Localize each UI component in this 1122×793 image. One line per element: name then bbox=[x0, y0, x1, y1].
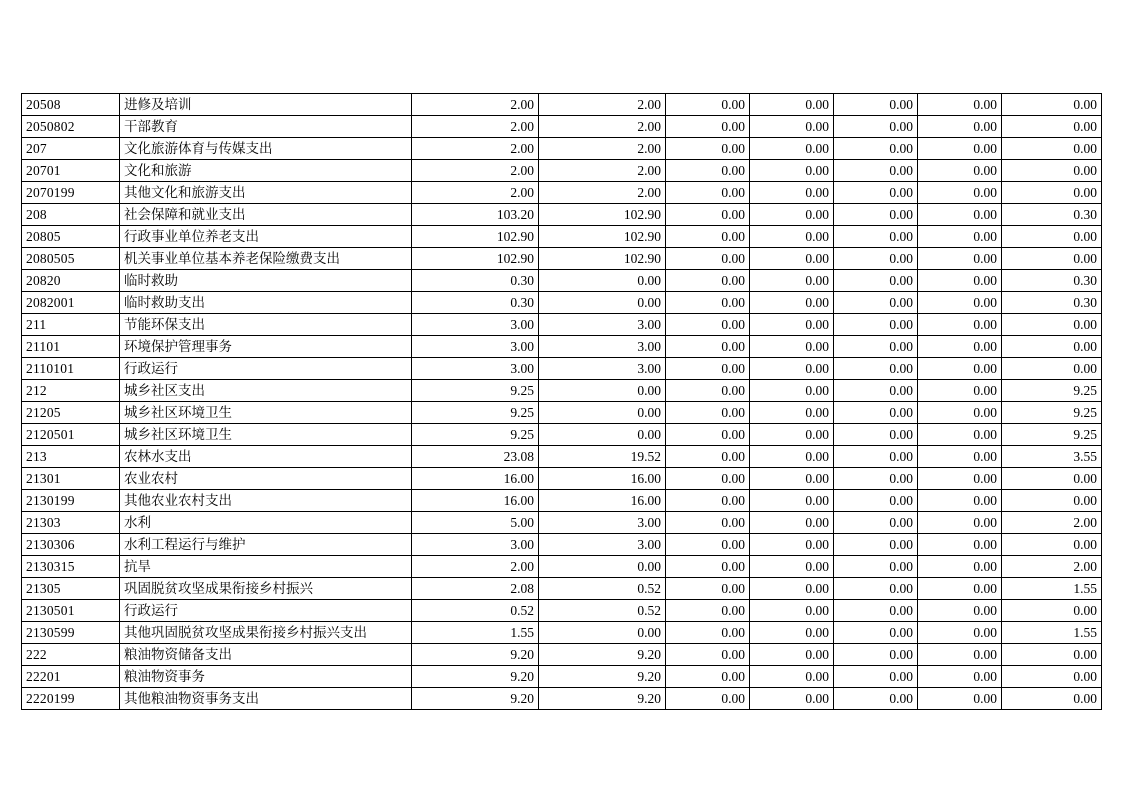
cell-v4: 0.00 bbox=[750, 336, 834, 358]
cell-v7: 0.00 bbox=[1002, 138, 1102, 160]
cell-v1: 9.25 bbox=[412, 380, 539, 402]
cell-v1: 2.00 bbox=[412, 556, 539, 578]
cell-v2: 2.00 bbox=[539, 138, 666, 160]
cell-v6: 0.00 bbox=[918, 556, 1002, 578]
cell-v3: 0.00 bbox=[666, 622, 750, 644]
cell-v1: 3.00 bbox=[412, 358, 539, 380]
cell-v3: 0.00 bbox=[666, 94, 750, 116]
cell-code: 213 bbox=[22, 446, 120, 468]
cell-v5: 0.00 bbox=[834, 556, 918, 578]
cell-v2: 102.90 bbox=[539, 204, 666, 226]
cell-v7: 0.00 bbox=[1002, 666, 1102, 688]
table-row bbox=[22, 314, 1102, 336]
cell-v1: 9.25 bbox=[412, 402, 539, 424]
cell-name: 行政运行 bbox=[120, 358, 412, 380]
cell-v7: 0.00 bbox=[1002, 644, 1102, 666]
cell-v4: 0.00 bbox=[750, 622, 834, 644]
cell-v2: 0.00 bbox=[539, 402, 666, 424]
cell-v6: 0.00 bbox=[918, 600, 1002, 622]
cell-code: 20701 bbox=[22, 160, 120, 182]
cell-v3: 0.00 bbox=[666, 160, 750, 182]
cell-v7: 0.30 bbox=[1002, 270, 1102, 292]
cell-v7: 2.00 bbox=[1002, 556, 1102, 578]
cell-code: 20820 bbox=[22, 270, 120, 292]
table-row bbox=[22, 534, 1102, 556]
cell-code: 2220199 bbox=[22, 688, 120, 710]
table-row bbox=[22, 94, 1102, 116]
cell-v3: 0.00 bbox=[666, 380, 750, 402]
cell-name: 机关事业单位基本养老保险缴费支出 bbox=[120, 248, 412, 270]
cell-v2: 2.00 bbox=[539, 116, 666, 138]
cell-code: 2080505 bbox=[22, 248, 120, 270]
cell-v5: 0.00 bbox=[834, 116, 918, 138]
cell-v3: 0.00 bbox=[666, 248, 750, 270]
cell-name: 社会保障和就业支出 bbox=[120, 204, 412, 226]
cell-v5: 0.00 bbox=[834, 138, 918, 160]
cell-name: 巩固脱贫攻坚成果衔接乡村振兴 bbox=[120, 578, 412, 600]
cell-v6: 0.00 bbox=[918, 314, 1002, 336]
cell-code: 2130199 bbox=[22, 490, 120, 512]
cell-v4: 0.00 bbox=[750, 314, 834, 336]
cell-v3: 0.00 bbox=[666, 358, 750, 380]
cell-v6: 0.00 bbox=[918, 336, 1002, 358]
cell-v4: 0.00 bbox=[750, 402, 834, 424]
cell-name: 干部教育 bbox=[120, 116, 412, 138]
cell-v6: 0.00 bbox=[918, 116, 1002, 138]
table-row bbox=[22, 358, 1102, 380]
cell-v5: 0.00 bbox=[834, 468, 918, 490]
cell-v5: 0.00 bbox=[834, 358, 918, 380]
cell-v6: 0.00 bbox=[918, 424, 1002, 446]
cell-v1: 5.00 bbox=[412, 512, 539, 534]
cell-v4: 0.00 bbox=[750, 160, 834, 182]
cell-v2: 9.20 bbox=[539, 666, 666, 688]
cell-v2: 19.52 bbox=[539, 446, 666, 468]
cell-name: 农林水支出 bbox=[120, 446, 412, 468]
cell-v3: 0.00 bbox=[666, 556, 750, 578]
cell-code: 2110101 bbox=[22, 358, 120, 380]
cell-v4: 0.00 bbox=[750, 424, 834, 446]
cell-name: 其他农业农村支出 bbox=[120, 490, 412, 512]
cell-code: 21301 bbox=[22, 468, 120, 490]
cell-v6: 0.00 bbox=[918, 534, 1002, 556]
cell-v2: 102.90 bbox=[539, 248, 666, 270]
cell-v3: 0.00 bbox=[666, 204, 750, 226]
cell-v6: 0.00 bbox=[918, 138, 1002, 160]
cell-v2: 0.00 bbox=[539, 380, 666, 402]
cell-v1: 2.00 bbox=[412, 94, 539, 116]
cell-v4: 0.00 bbox=[750, 204, 834, 226]
cell-v5: 0.00 bbox=[834, 270, 918, 292]
cell-code: 20805 bbox=[22, 226, 120, 248]
cell-v1: 2.00 bbox=[412, 160, 539, 182]
cell-v1: 16.00 bbox=[412, 490, 539, 512]
cell-name: 粮油物资储备支出 bbox=[120, 644, 412, 666]
cell-v4: 0.00 bbox=[750, 358, 834, 380]
cell-v5: 0.00 bbox=[834, 644, 918, 666]
cell-v2: 3.00 bbox=[539, 534, 666, 556]
cell-v3: 0.00 bbox=[666, 402, 750, 424]
cell-code: 21205 bbox=[22, 402, 120, 424]
cell-v6: 0.00 bbox=[918, 292, 1002, 314]
table-row bbox=[22, 446, 1102, 468]
cell-v7: 0.00 bbox=[1002, 688, 1102, 710]
cell-code: 212 bbox=[22, 380, 120, 402]
cell-v7: 9.25 bbox=[1002, 402, 1102, 424]
cell-v5: 0.00 bbox=[834, 424, 918, 446]
table-row bbox=[22, 644, 1102, 666]
cell-v5: 0.00 bbox=[834, 292, 918, 314]
cell-v5: 0.00 bbox=[834, 600, 918, 622]
cell-v2: 3.00 bbox=[539, 336, 666, 358]
cell-v4: 0.00 bbox=[750, 182, 834, 204]
table-row bbox=[22, 204, 1102, 226]
cell-name: 环境保护管理事务 bbox=[120, 336, 412, 358]
cell-v3: 0.00 bbox=[666, 138, 750, 160]
cell-v3: 0.00 bbox=[666, 600, 750, 622]
cell-v5: 0.00 bbox=[834, 314, 918, 336]
cell-v3: 0.00 bbox=[666, 490, 750, 512]
table-row bbox=[22, 226, 1102, 248]
cell-v5: 0.00 bbox=[834, 160, 918, 182]
cell-code: 2070199 bbox=[22, 182, 120, 204]
cell-code: 2050802 bbox=[22, 116, 120, 138]
cell-v7: 1.55 bbox=[1002, 622, 1102, 644]
cell-v7: 2.00 bbox=[1002, 512, 1102, 534]
cell-v5: 0.00 bbox=[834, 534, 918, 556]
cell-v7: 0.00 bbox=[1002, 116, 1102, 138]
cell-name: 水利 bbox=[120, 512, 412, 534]
table-row bbox=[22, 468, 1102, 490]
cell-v7: 0.00 bbox=[1002, 314, 1102, 336]
cell-v6: 0.00 bbox=[918, 578, 1002, 600]
table-row bbox=[22, 666, 1102, 688]
cell-code: 222 bbox=[22, 644, 120, 666]
cell-v7: 0.00 bbox=[1002, 534, 1102, 556]
cell-code: 2130599 bbox=[22, 622, 120, 644]
cell-v7: 0.00 bbox=[1002, 358, 1102, 380]
cell-v6: 0.00 bbox=[918, 402, 1002, 424]
cell-v5: 0.00 bbox=[834, 336, 918, 358]
cell-v2: 0.00 bbox=[539, 270, 666, 292]
cell-v4: 0.00 bbox=[750, 666, 834, 688]
table-row bbox=[22, 380, 1102, 402]
cell-v3: 0.00 bbox=[666, 226, 750, 248]
cell-v1: 102.90 bbox=[412, 226, 539, 248]
table-row bbox=[22, 336, 1102, 358]
cell-v6: 0.00 bbox=[918, 226, 1002, 248]
cell-v4: 0.00 bbox=[750, 556, 834, 578]
table-row bbox=[22, 688, 1102, 710]
cell-v3: 0.00 bbox=[666, 292, 750, 314]
cell-v4: 0.00 bbox=[750, 600, 834, 622]
cell-v7: 0.00 bbox=[1002, 248, 1102, 270]
cell-v5: 0.00 bbox=[834, 380, 918, 402]
cell-v4: 0.00 bbox=[750, 292, 834, 314]
cell-v3: 0.00 bbox=[666, 666, 750, 688]
cell-v1: 2.00 bbox=[412, 182, 539, 204]
cell-v1: 1.55 bbox=[412, 622, 539, 644]
cell-v5: 0.00 bbox=[834, 688, 918, 710]
table-row bbox=[22, 182, 1102, 204]
cell-v4: 0.00 bbox=[750, 512, 834, 534]
cell-v7: 0.30 bbox=[1002, 292, 1102, 314]
cell-code: 2082001 bbox=[22, 292, 120, 314]
cell-v2: 2.00 bbox=[539, 94, 666, 116]
cell-v2: 0.00 bbox=[539, 556, 666, 578]
table-row bbox=[22, 490, 1102, 512]
cell-v1: 3.00 bbox=[412, 534, 539, 556]
cell-v4: 0.00 bbox=[750, 468, 834, 490]
cell-code: 21101 bbox=[22, 336, 120, 358]
cell-v7: 0.00 bbox=[1002, 182, 1102, 204]
cell-v7: 3.55 bbox=[1002, 446, 1102, 468]
table-row bbox=[22, 402, 1102, 424]
cell-v3: 0.00 bbox=[666, 116, 750, 138]
cell-v5: 0.00 bbox=[834, 94, 918, 116]
cell-v3: 0.00 bbox=[666, 424, 750, 446]
cell-code: 208 bbox=[22, 204, 120, 226]
cell-name: 其他巩固脱贫攻坚成果衔接乡村振兴支出 bbox=[120, 622, 412, 644]
cell-v5: 0.00 bbox=[834, 622, 918, 644]
table-row bbox=[22, 424, 1102, 446]
cell-v5: 0.00 bbox=[834, 402, 918, 424]
cell-code: 207 bbox=[22, 138, 120, 160]
table-row bbox=[22, 160, 1102, 182]
cell-code: 2130315 bbox=[22, 556, 120, 578]
cell-v4: 0.00 bbox=[750, 644, 834, 666]
cell-v1: 0.52 bbox=[412, 600, 539, 622]
cell-v4: 0.00 bbox=[750, 380, 834, 402]
table-row bbox=[22, 622, 1102, 644]
table-row bbox=[22, 116, 1102, 138]
cell-v6: 0.00 bbox=[918, 204, 1002, 226]
cell-v3: 0.00 bbox=[666, 336, 750, 358]
cell-name: 行政运行 bbox=[120, 600, 412, 622]
cell-name: 临时救助支出 bbox=[120, 292, 412, 314]
cell-code: 20508 bbox=[22, 94, 120, 116]
cell-v6: 0.00 bbox=[918, 490, 1002, 512]
cell-v1: 102.90 bbox=[412, 248, 539, 270]
cell-v4: 0.00 bbox=[750, 534, 834, 556]
table-row bbox=[22, 600, 1102, 622]
cell-v1: 2.00 bbox=[412, 138, 539, 160]
cell-v4: 0.00 bbox=[750, 138, 834, 160]
cell-v6: 0.00 bbox=[918, 644, 1002, 666]
cell-v2: 0.52 bbox=[539, 600, 666, 622]
cell-v1: 3.00 bbox=[412, 314, 539, 336]
cell-v7: 0.00 bbox=[1002, 336, 1102, 358]
cell-v2: 16.00 bbox=[539, 490, 666, 512]
cell-v5: 0.00 bbox=[834, 512, 918, 534]
cell-v5: 0.00 bbox=[834, 666, 918, 688]
cell-code: 21303 bbox=[22, 512, 120, 534]
cell-v4: 0.00 bbox=[750, 226, 834, 248]
cell-v3: 0.00 bbox=[666, 182, 750, 204]
cell-v5: 0.00 bbox=[834, 226, 918, 248]
cell-v1: 0.30 bbox=[412, 270, 539, 292]
cell-v1: 0.30 bbox=[412, 292, 539, 314]
cell-name: 临时救助 bbox=[120, 270, 412, 292]
cell-v6: 0.00 bbox=[918, 688, 1002, 710]
cell-v4: 0.00 bbox=[750, 688, 834, 710]
cell-v3: 0.00 bbox=[666, 578, 750, 600]
cell-name: 行政事业单位养老支出 bbox=[120, 226, 412, 248]
cell-v6: 0.00 bbox=[918, 358, 1002, 380]
cell-v3: 0.00 bbox=[666, 688, 750, 710]
cell-name: 文化和旅游 bbox=[120, 160, 412, 182]
cell-name: 其他粮油物资事务支出 bbox=[120, 688, 412, 710]
cell-v4: 0.00 bbox=[750, 248, 834, 270]
cell-name: 粮油物资事务 bbox=[120, 666, 412, 688]
cell-v6: 0.00 bbox=[918, 468, 1002, 490]
cell-name: 文化旅游体育与传媒支出 bbox=[120, 138, 412, 160]
cell-v4: 0.00 bbox=[750, 94, 834, 116]
cell-v3: 0.00 bbox=[666, 534, 750, 556]
cell-v1: 23.08 bbox=[412, 446, 539, 468]
table-row bbox=[22, 292, 1102, 314]
cell-v3: 0.00 bbox=[666, 270, 750, 292]
cell-code: 2120501 bbox=[22, 424, 120, 446]
cell-v4: 0.00 bbox=[750, 116, 834, 138]
cell-v6: 0.00 bbox=[918, 182, 1002, 204]
cell-v7: 0.00 bbox=[1002, 94, 1102, 116]
cell-v6: 0.00 bbox=[918, 94, 1002, 116]
table-row bbox=[22, 138, 1102, 160]
cell-v5: 0.00 bbox=[834, 446, 918, 468]
cell-v2: 9.20 bbox=[539, 644, 666, 666]
budget-table-body bbox=[22, 94, 1102, 710]
cell-v2: 3.00 bbox=[539, 314, 666, 336]
cell-v1: 9.25 bbox=[412, 424, 539, 446]
cell-v4: 0.00 bbox=[750, 490, 834, 512]
cell-v4: 0.00 bbox=[750, 446, 834, 468]
cell-v6: 0.00 bbox=[918, 380, 1002, 402]
cell-name: 抗旱 bbox=[120, 556, 412, 578]
cell-v3: 0.00 bbox=[666, 468, 750, 490]
budget-expenditure-table bbox=[21, 93, 1102, 710]
cell-v7: 0.00 bbox=[1002, 468, 1102, 490]
table-row bbox=[22, 270, 1102, 292]
cell-name: 城乡社区环境卫生 bbox=[120, 424, 412, 446]
cell-code: 22201 bbox=[22, 666, 120, 688]
cell-name: 其他文化和旅游支出 bbox=[120, 182, 412, 204]
cell-v6: 0.00 bbox=[918, 512, 1002, 534]
cell-v6: 0.00 bbox=[918, 160, 1002, 182]
cell-v2: 0.00 bbox=[539, 292, 666, 314]
cell-v1: 16.00 bbox=[412, 468, 539, 490]
cell-v5: 0.00 bbox=[834, 204, 918, 226]
cell-v2: 0.00 bbox=[539, 622, 666, 644]
cell-v3: 0.00 bbox=[666, 644, 750, 666]
cell-v3: 0.00 bbox=[666, 314, 750, 336]
cell-v6: 0.00 bbox=[918, 248, 1002, 270]
cell-v1: 2.00 bbox=[412, 116, 539, 138]
cell-v2: 3.00 bbox=[539, 358, 666, 380]
cell-v2: 16.00 bbox=[539, 468, 666, 490]
cell-v7: 9.25 bbox=[1002, 424, 1102, 446]
cell-name: 城乡社区支出 bbox=[120, 380, 412, 402]
cell-v7: 0.00 bbox=[1002, 226, 1102, 248]
cell-v1: 2.08 bbox=[412, 578, 539, 600]
cell-v2: 102.90 bbox=[539, 226, 666, 248]
cell-name: 农业农村 bbox=[120, 468, 412, 490]
cell-v2: 2.00 bbox=[539, 160, 666, 182]
table-row bbox=[22, 578, 1102, 600]
cell-v1: 9.20 bbox=[412, 666, 539, 688]
cell-v7: 0.00 bbox=[1002, 490, 1102, 512]
cell-v3: 0.00 bbox=[666, 512, 750, 534]
cell-v2: 0.52 bbox=[539, 578, 666, 600]
cell-v2: 2.00 bbox=[539, 182, 666, 204]
table-row bbox=[22, 556, 1102, 578]
cell-name: 节能环保支出 bbox=[120, 314, 412, 336]
cell-v2: 9.20 bbox=[539, 688, 666, 710]
cell-v3: 0.00 bbox=[666, 446, 750, 468]
cell-v5: 0.00 bbox=[834, 182, 918, 204]
table-row bbox=[22, 248, 1102, 270]
cell-v6: 0.00 bbox=[918, 622, 1002, 644]
cell-name: 进修及培训 bbox=[120, 94, 412, 116]
cell-v7: 9.25 bbox=[1002, 380, 1102, 402]
cell-code: 211 bbox=[22, 314, 120, 336]
cell-v4: 0.00 bbox=[750, 270, 834, 292]
cell-v5: 0.00 bbox=[834, 578, 918, 600]
cell-v5: 0.00 bbox=[834, 248, 918, 270]
cell-code: 2130501 bbox=[22, 600, 120, 622]
cell-name: 城乡社区环境卫生 bbox=[120, 402, 412, 424]
cell-v1: 103.20 bbox=[412, 204, 539, 226]
cell-v7: 0.30 bbox=[1002, 204, 1102, 226]
cell-v1: 3.00 bbox=[412, 336, 539, 358]
cell-v6: 0.00 bbox=[918, 270, 1002, 292]
cell-v6: 0.00 bbox=[918, 666, 1002, 688]
cell-v7: 0.00 bbox=[1002, 600, 1102, 622]
cell-v4: 0.00 bbox=[750, 578, 834, 600]
cell-v1: 9.20 bbox=[412, 688, 539, 710]
cell-v5: 0.00 bbox=[834, 490, 918, 512]
cell-v1: 9.20 bbox=[412, 644, 539, 666]
cell-code: 21305 bbox=[22, 578, 120, 600]
cell-name: 水利工程运行与维护 bbox=[120, 534, 412, 556]
cell-v7: 1.55 bbox=[1002, 578, 1102, 600]
table-row bbox=[22, 512, 1102, 534]
budget-table-container bbox=[21, 93, 1101, 710]
cell-v6: 0.00 bbox=[918, 446, 1002, 468]
cell-v2: 0.00 bbox=[539, 424, 666, 446]
cell-v7: 0.00 bbox=[1002, 160, 1102, 182]
cell-v2: 3.00 bbox=[539, 512, 666, 534]
cell-code: 2130306 bbox=[22, 534, 120, 556]
